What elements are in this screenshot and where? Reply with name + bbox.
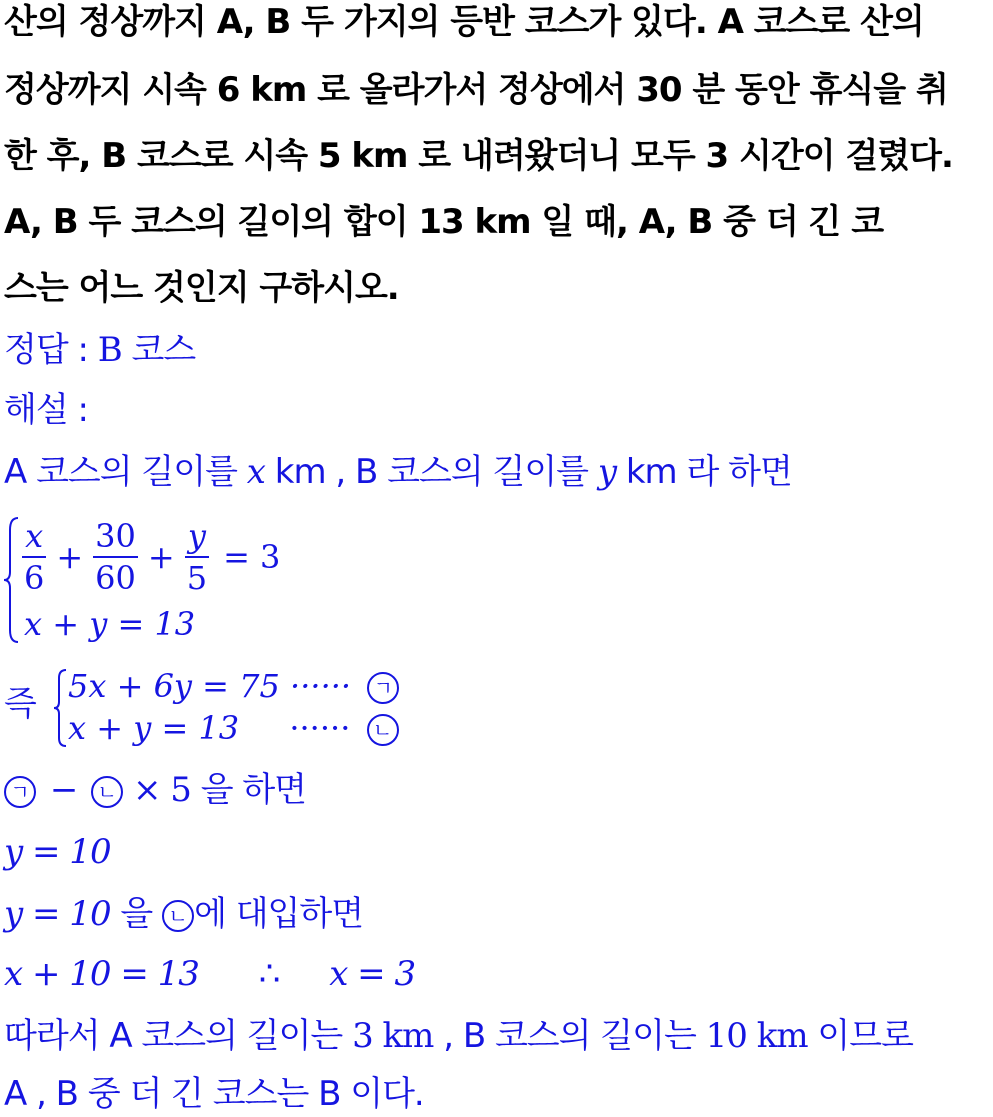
problem-line-5: 스는 어느 것인지 구하시오.: [4, 268, 399, 308]
circled-mark-nieun-icon: ㄴ: [91, 776, 123, 808]
circled-mark-giyeok-icon: ㄱ: [367, 672, 399, 704]
system2-equation-1: [68, 666, 399, 706]
fraction-30-over-60: [93, 516, 138, 598]
setup-unit2: km 라 하면: [625, 452, 792, 492]
conclusion-line-1: [4, 1014, 913, 1058]
step-4-expression: x + 10 = 13: [4, 954, 199, 994]
circled-mark-giyeok-icon: ㄱ: [4, 776, 36, 808]
problem-line-4: A, B 두 코스의 길이의 합이 13 km 일 때, A, B 중 더 긴 코: [4, 202, 884, 242]
conclusion-pre: 따라서 A 코스의 길이는: [4, 1016, 343, 1056]
equation-text: 5x + 6y = 75 ······: [68, 667, 352, 705]
answer-value: B 코스: [97, 330, 196, 370]
problem-line-1: 산의 정상까지 A, B 두 가지의 등반 코스가 있다. A 코스로 산의: [4, 2, 924, 42]
step-3-expression: y = 10: [4, 894, 111, 934]
equation-2: x + y = 13: [24, 605, 196, 643]
step-4-result: x = 3: [329, 954, 416, 994]
equation-system-2: [0, 662, 440, 752]
fraction-numerator: x: [22, 516, 46, 558]
fraction-numerator: 30: [93, 516, 138, 558]
setup-unit1: km , B 코스의 길이를: [274, 452, 589, 492]
setup-pre: A 코스의 길이를: [4, 452, 237, 492]
answer-line: [4, 328, 195, 372]
step-4-line: [4, 952, 415, 996]
step-2-line: y = 10: [4, 832, 111, 872]
explanation-label: 해설 :: [4, 390, 88, 430]
fraction-y-over-5: [185, 516, 209, 598]
step-1-multiplier: × 5: [132, 770, 191, 810]
plus-sign: +: [56, 538, 84, 576]
fraction-denominator: 60: [95, 559, 136, 597]
step-1-line: [4, 768, 306, 812]
conclusion-tail: 이므로: [817, 1016, 913, 1056]
conclusion-mid: , B 코스의 길이는: [443, 1016, 696, 1056]
fraction-numerator: y: [185, 516, 209, 558]
circled-mark-nieun-icon: ㄴ: [367, 714, 399, 746]
length-b: 10 km: [705, 1016, 808, 1056]
left-brace-icon: [2, 516, 20, 644]
fraction-x-over-6: [22, 516, 46, 598]
minus-sign: −: [49, 770, 78, 810]
step-3-tail: 에 대입하면: [194, 894, 364, 934]
setup-line: [4, 450, 792, 494]
system-prefix: 즉: [4, 684, 37, 724]
equation-rhs: = 3: [223, 538, 281, 576]
equation-1: [22, 512, 280, 602]
step-1-tail: 을 하면: [200, 770, 307, 810]
step-3-particle: 을: [120, 894, 153, 934]
problem-line-3: 한 후, B 코스로 시속 5 km 로 내려왔더니 모두 3 시간이 걸렸다.: [4, 136, 953, 176]
length-a: 3 km: [352, 1016, 434, 1056]
plus-sign: +: [147, 538, 175, 576]
therefore-symbol: ∴: [258, 954, 280, 994]
equation-text: x + y = 13: [68, 709, 240, 747]
equation-system-1: [0, 512, 400, 647]
answer-label: 정답 :: [4, 330, 88, 370]
equation-dots: ······: [289, 709, 351, 747]
setup-var-x: x: [246, 452, 265, 492]
system2-equation-2: [68, 708, 399, 748]
fraction-denominator: 6: [24, 559, 45, 597]
fraction-denominator: 5: [186, 559, 208, 597]
problem-line-2: 정상까지 시속 6 km 로 올라가서 정상에서 30 분 동안 휴식을 취: [4, 70, 948, 110]
step-3-line: [4, 892, 363, 936]
circled-mark-nieun-icon: ㄴ: [162, 900, 194, 932]
conclusion-line-2: A , B 중 더 긴 코스는 B 이다.: [4, 1074, 424, 1114]
setup-var-y: y: [597, 452, 617, 492]
left-brace-icon: [52, 668, 68, 748]
